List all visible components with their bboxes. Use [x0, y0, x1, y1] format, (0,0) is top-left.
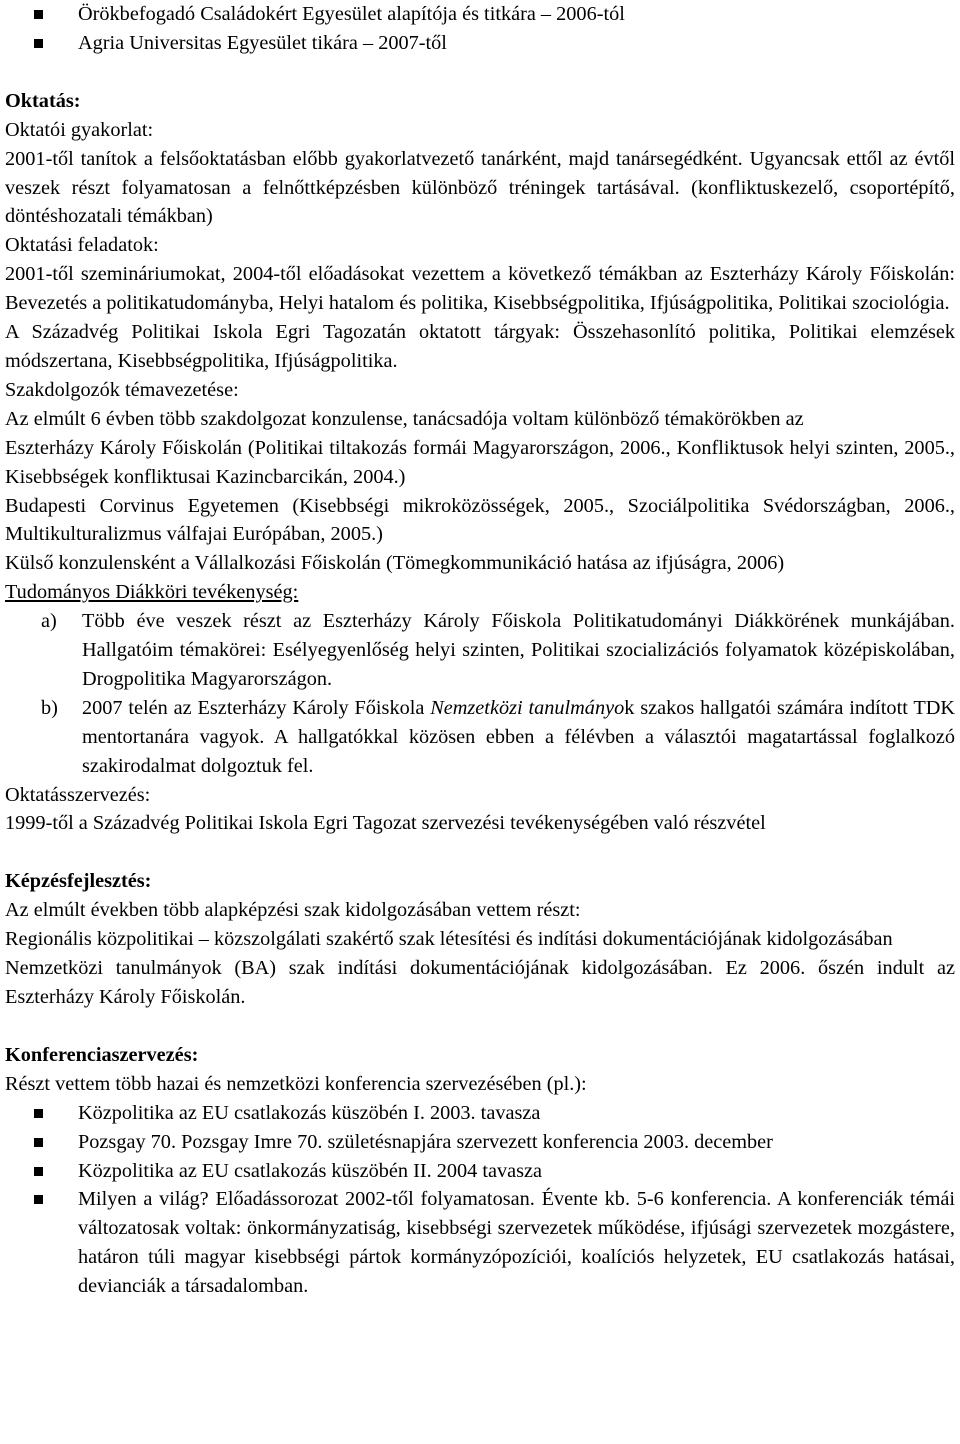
section-heading-oktatas: Oktatás: [5, 89, 81, 112]
list-item: Közpolitika az EU csatlakozás küszöbén II. 2004 tavasza [5, 1157, 955, 1186]
paragraph-szakdolgozok-4: Külső konzulensként a Vállalkozási Főiskolán (Tömegkommunikáció hatása az ifjúságra, 2006) [5, 552, 785, 575]
list-item: a) Több éve veszek részt az Eszterházy Károly Főiskola Politikatudományi Diákkörének munkájában. Hallgatóim témakörei: Esélyegyenlőség helyi szinten, Politikai szocializációs folyamatok középiskolában, Drogpolitika Magyarországon. [5, 607, 955, 694]
subheading-tdk: Tudományos Diákköri tevékenység: [5, 581, 299, 604]
paragraph-oktatoi-gyakorlat: 2001-től tanítok a felsőoktatásban előbb gyakorlatvezető tanárként, majd tanársegédként. Ugyancsak ettől az évtől veszek részt folyamatosan a felnőttképzésben különböző tréningek tartásával. (konfliktuskezelő, csoportépítő, döntéshozatali témákban) [5, 147, 955, 228]
list-item: Agria Universitas Egyesület tikára – 2007-től [5, 29, 955, 58]
membership-list [5, 0, 955, 58]
square-bullet-icon [34, 1167, 43, 1176]
list-item: Közpolitika az EU csatlakozás küszöbén I. 2003. tavasza [5, 1099, 955, 1128]
square-bullet-icon [34, 1138, 43, 1147]
list-item: b) 2007 telén az Eszterházy Károly Főiskola Nemzetközi tanulmányok szakos hallgatói számára indított TDK mentortanára vagyok. A hallgatókkal közösen ebben a félévben a választói magatartással foglalkozó szakirodalmat dolgoztuk fel. [5, 694, 955, 781]
square-bullet-icon [34, 1109, 43, 1118]
paragraph-kepzesfejlesztes-3: Nemzetközi tanulmányok (BA) szak indítási dokumentációjának kidolgozásában. Ez 2006. őszén indult az Eszterházy Károly Főiskolán. [5, 957, 955, 1008]
paragraph-oktatasszervezes: 1999-től a Századvég Politikai Iskola Egri Tagozat szervezési tevékenységében való részvétel [5, 812, 766, 835]
square-bullet-icon [34, 1195, 43, 1204]
subheading-oktatasszervezes: Oktatásszervezés: [5, 783, 151, 806]
paragraph-konferencia-intro: Részt vettem több hazai és nemzetközi konferencia szervezésében (pl.): [5, 1072, 587, 1095]
conference-list [5, 1099, 955, 1301]
paragraph-oktatasi-feladatok-1: 2001-től szemináriumokat, 2004-től előadásokat vezettem a következő témákban az Eszterházy Károly Főiskolán: Bevezetés a politikatudományba, Helyi hatalom és politika, Kisebbségpolitika, Ifjúságpolitika, Politikai szociológia. [5, 263, 955, 315]
list-item: Pozsgay 70. Pozsgay Imre 70. születésnapjára szervezett konferencia 2003. december [5, 1128, 955, 1157]
italic-program-name: Nemzetközi tanulmányo [430, 696, 625, 719]
paragraph-szakdolgozok-3: Budapesti Corvinus Egyetemen (Kisebbségi mikroközösségek, 2005., Szociálpolitika Svédországban, 2006., Multikulturalizmus válfajai Európában, 2005.) [5, 494, 955, 546]
subheading-szakdolgozok: Szakdolgozók témavezetése: [5, 378, 239, 401]
list-marker: b) [41, 696, 58, 719]
paragraph-oktatasi-feladatok-2: A Századvég Politikai Iskola Egri Tagozatán oktatott tárgyak: Összehasonlító politika, Politikai elemzések módszertana, Kisebbségpolitika, Ifjúságpolitika. [5, 321, 955, 372]
list-marker: a) [41, 610, 57, 633]
square-bullet-icon [34, 10, 43, 19]
list-item: Örökbefogadó Családokért Egyesület alapítója és titkára – 2006-tól [5, 0, 955, 29]
list-item: Milyen a világ? Előadássorozat 2002-től folyamatosan. Évente kb. 5-6 konferencia. A konferenciák témái változatosak voltak: önkormányzatiság, kisebbségi szervezetek működése, ifjúsági szervezetek mozgástere, határon túli magyar kisebbségi pártok kormányzópozíciói, koalíciós helyzetek, EU csatlakozás hatásai, devianciák a társadalomban. [5, 1185, 955, 1301]
paragraph-kepzesfejlesztes-1: Az elmúlt években több alapképzési szak kidolgozásában vettem részt: [5, 899, 581, 922]
section-heading-konferenciaszervezes: Konferenciaszervezés: [5, 1043, 199, 1066]
document-page [5, 0, 955, 1301]
subheading-oktatoi-gyakorlat: Oktatói gyakorlat: [5, 118, 154, 141]
paragraph-szakdolgozok-1: Az elmúlt 6 évben több szakdolgozat konzulense, tanácsadója voltam különböző témakörökben az [5, 407, 804, 430]
paragraph-kepzesfejlesztes-2: Regionális közpolitikai – közszolgálati szakértő szak létesítési és indítási dokumentációjának kidolgozásában [5, 928, 893, 951]
subheading-oktatasi-feladatok: Oktatási feladatok: [5, 234, 159, 257]
paragraph-szakdolgozok-2: Eszterházy Károly Főiskolán (Politikai tiltakozás formái Magyarországon, 2006., Konfliktusok helyi szinten, 2005., Kisebbségek konfliktusai Kazincbarcikán, 2004.) [5, 436, 955, 488]
square-bullet-icon [34, 39, 43, 48]
tdk-list [5, 607, 955, 780]
section-heading-kepzesfejlesztes: Képzésfejlesztés: [5, 870, 152, 893]
